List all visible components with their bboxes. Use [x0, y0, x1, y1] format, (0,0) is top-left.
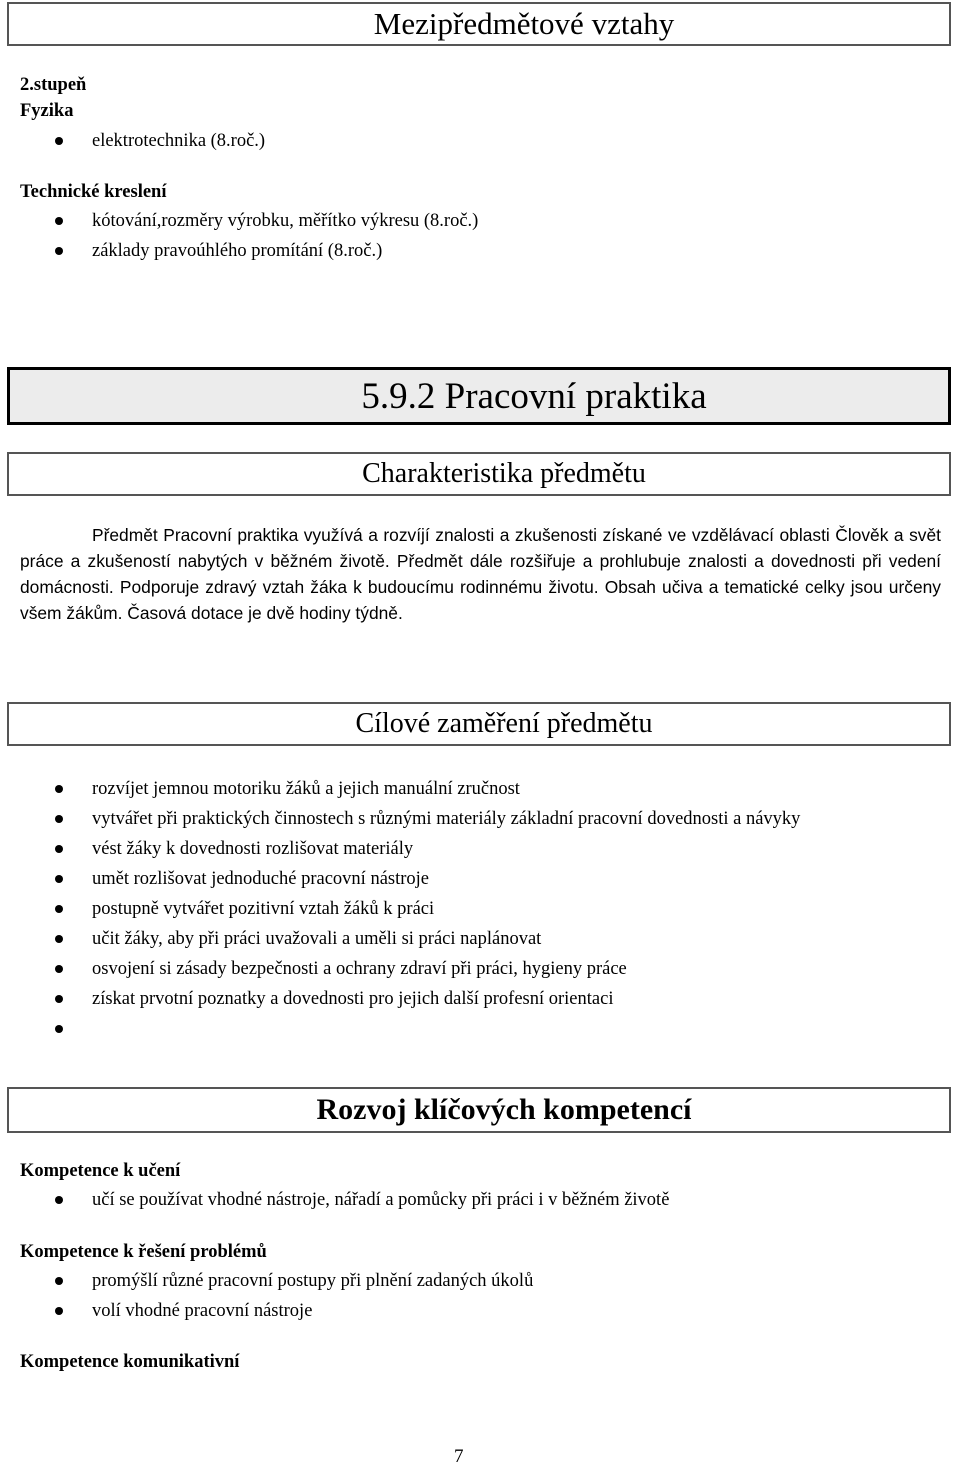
section-title: 5.9.2 Pracovní praktika	[361, 376, 707, 417]
competence-learning-title: Kompetence k učení	[20, 1161, 181, 1181]
list-item: elektrotechnika (8.roč.)	[52, 128, 265, 154]
characteristics-text: Předmět Pracovní praktika využívá a rozvíjí znalosti a zkušenosti získané ve vzdělávací oblasti Člověk a svět práce a zkušeností nabytých v běžném životě. Předmět dále rozšiřuje a prohlubuje znalosti a dovednosti při vedení domácnosti. Podporuje zdravý vztah žáka k budoucímu rodinnému životu. Obsah učiva a tematické celky jsou určeny všem žákům. Časová dotace je dvě hodiny týdně.	[20, 525, 941, 623]
list-item: umět rozlišovat jednoduché pracovní nástroje	[52, 866, 942, 892]
list-item: rozvíjet jemnou motoriku žáků a jejich manuální zručnost	[52, 776, 942, 802]
list-item: volí vhodné pracovní nástroje	[52, 1298, 533, 1324]
section-header-cilove-zamereni	[7, 702, 951, 746]
physics-list	[52, 128, 265, 154]
section-header-pracovni-praktika	[7, 367, 951, 425]
section-header-charakteristika	[7, 452, 951, 496]
section-header-kompetence	[7, 1087, 951, 1133]
bullet-icon	[55, 1025, 63, 1033]
list-item	[52, 1016, 942, 1042]
bullet-icon	[55, 875, 63, 883]
bullet-icon	[55, 935, 63, 943]
list-item: učit žáky, aby při práci uvažovali a uměli si práci naplánovat	[52, 926, 942, 952]
bullet-icon	[55, 845, 63, 853]
bullet-icon	[55, 1307, 63, 1315]
grade-label: 2.stupeň	[20, 75, 87, 95]
goals-list	[52, 776, 942, 1042]
competence-problem-title: Kompetence k řešení problémů	[20, 1242, 267, 1262]
subject-physics: Fyzika	[20, 101, 74, 121]
bullet-icon	[55, 965, 63, 973]
competence-communication-title: Kompetence komunikativní	[20, 1352, 240, 1372]
list-item: kótování,rozměry výrobku, měřítko výkresu (8.roč.)	[52, 208, 478, 234]
bullet-icon	[55, 905, 63, 913]
section-title: Mezipředmětové vztahy	[373, 6, 675, 41]
bullet-icon	[55, 137, 63, 145]
bullet-icon	[55, 217, 63, 225]
list-item: postupně vytvářet pozitivní vztah žáků k práci	[52, 896, 942, 922]
list-item: osvojení si zásady bezpečnosti a ochrany zdraví při práci, hygieny práce	[52, 956, 942, 982]
bullet-icon	[55, 815, 63, 823]
bullet-icon	[55, 247, 63, 255]
list-item: vytvářet při praktických činnostech s různými materiály základní pracovní dovednosti a návyky	[52, 806, 942, 832]
bullet-icon	[55, 1196, 63, 1204]
section-title: Rozvoj klíčových kompetencí	[316, 1093, 692, 1126]
subject-technical-drawing: Technické kreslení	[20, 182, 167, 202]
list-item: vést žáky k dovednosti rozlišovat materiály	[52, 836, 942, 862]
page-number: 7	[454, 1446, 464, 1467]
section-title: Cílové zaměření předmětu	[355, 708, 653, 739]
bullet-icon	[55, 1277, 63, 1285]
competence-problem-list	[52, 1268, 533, 1324]
section-title: Charakteristika předmětu	[362, 458, 646, 489]
bullet-icon	[55, 785, 63, 793]
competence-learning-list	[52, 1187, 669, 1213]
technical-drawing-list	[52, 208, 478, 264]
section-header-mezipredmetove	[7, 2, 951, 46]
list-item: získat prvotní poznatky a dovednosti pro jejich další profesní orientaci	[52, 986, 942, 1012]
list-item: učí se používat vhodné nástroje, nářadí a pomůcky při práci i v běžném životě	[52, 1187, 669, 1213]
list-item: promýšlí různé pracovní postupy při plnění zadaných úkolů	[52, 1268, 533, 1294]
bullet-icon	[55, 995, 63, 1003]
list-item: základy pravoúhlého promítání (8.roč.)	[52, 238, 478, 264]
